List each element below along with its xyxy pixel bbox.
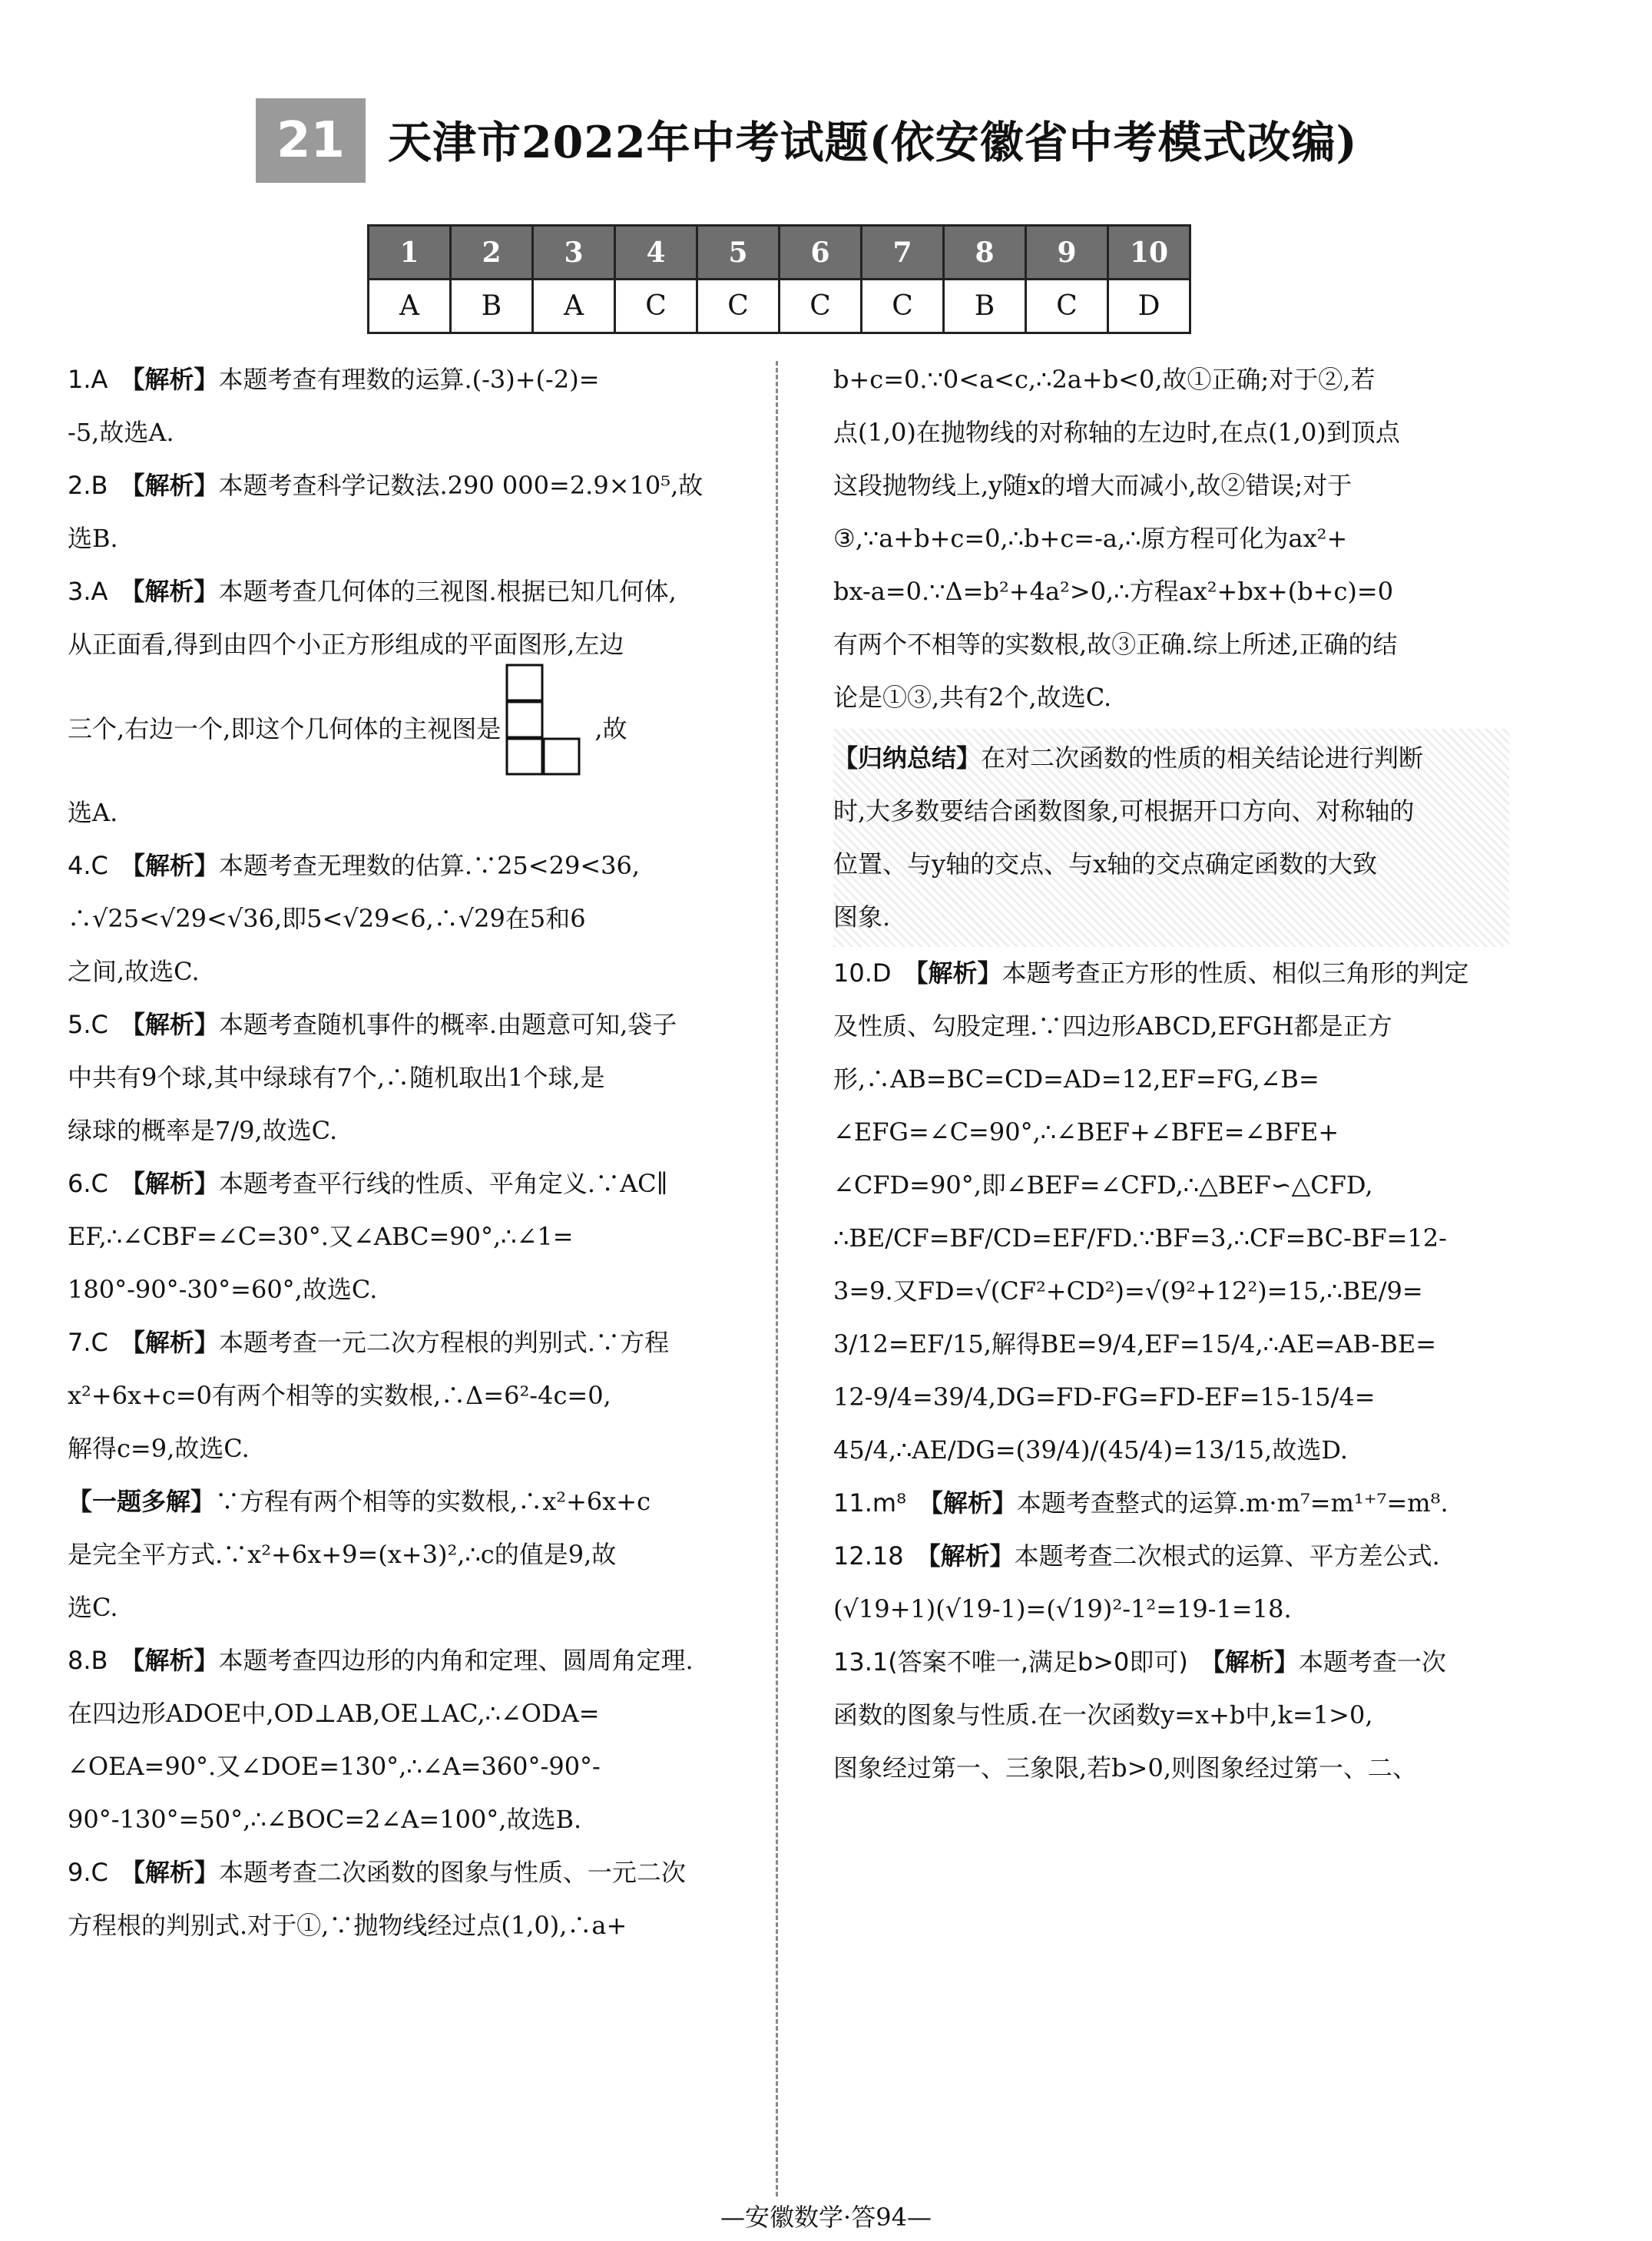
line-text: ∠EFG=∠C=90°,∴∠BEF+∠BFE=∠BFE+: [833, 1117, 1339, 1147]
item-number: 12.18: [833, 1541, 904, 1571]
analysis-tag: 【解析】: [120, 1858, 219, 1887]
line-text: 本题考查随机事件的概率.由题意可知,袋子: [218, 1010, 677, 1039]
line-text: 180°-90°-30°=60°,故选C.: [68, 1275, 378, 1304]
line-text: ∠CFD=90°,即∠BEF=∠CFD,∴△BEF∽△CFD,: [833, 1170, 1373, 1200]
text-line: [68, 1634, 759, 1687]
figure-line: [68, 671, 759, 786]
solution-item: [68, 1634, 759, 1846]
text-line: [68, 1104, 759, 1157]
item-number: 3.A: [68, 577, 108, 606]
text-line: [68, 1581, 759, 1634]
text-line: [833, 891, 1509, 944]
solution-item: [68, 839, 759, 998]
text-line: [68, 998, 759, 1051]
text-line: [833, 785, 1509, 838]
analysis-tag: 【解析】: [120, 1328, 219, 1357]
text-line: bx-a=0.∵Δ=b²+4a²>0,∴方程ax²+bx+(b+c)=0: [833, 577, 1394, 606]
text-line: 点(1,0)在抛物线的对称轴的左边时,在点(1,0)到顶点: [833, 418, 1400, 447]
text-line: [833, 1000, 1509, 1053]
right-column: [833, 353, 1509, 1795]
analysis-tag: 【解析】: [120, 1646, 219, 1675]
line-text: 方程根的判别式.对于①,∵抛物线经过点(1,0),∴a+: [68, 1911, 627, 1940]
analysis-tag: 【解析】: [120, 1010, 219, 1039]
line-text: 三个,右边一个,即这个几何体的主视图是: [68, 713, 502, 743]
text-line: [68, 1475, 759, 1528]
text-line: [68, 1793, 759, 1846]
text-line: [833, 1318, 1509, 1371]
front-view-figure: [505, 664, 590, 794]
line-text: 选C.: [68, 1593, 118, 1622]
answer-table-answer: C: [1026, 280, 1108, 333]
text-line: [833, 1477, 1509, 1530]
answer-table-number: 6: [780, 226, 862, 280]
text-line: [68, 1157, 759, 1210]
text-line: [68, 1051, 759, 1104]
line-text: 45/4,∴AE/DG=(39/4)/(45/4)=13/15,故选D.: [833, 1435, 1349, 1465]
page-title: 天津市2022年中考试题(依安徽省中考模式改编): [388, 117, 1358, 168]
text-line: [833, 1371, 1509, 1424]
item-number: 4.C: [68, 851, 108, 880]
analysis-tag: 【解析】: [915, 1541, 1015, 1571]
line-text: 本题考查正方形的性质、相似三角形的判定: [1001, 958, 1469, 988]
line-text: 90°-130°=50°,∴∠BOC=2∠A=100°,故选B.: [68, 1805, 582, 1834]
analysis-tag: 【解析】: [918, 1488, 1017, 1518]
text-line: [68, 1846, 759, 1899]
text-line: ③,∵a+b+c=0,∴b+c=-a,∴原方程可化为ax²+: [833, 524, 1348, 553]
line-text: x²+6x+c=0有两个相等的实数根,∴Δ=6²-4c=0,: [68, 1381, 611, 1410]
text-line: [833, 1265, 1509, 1318]
solution-item: [833, 1477, 1509, 1530]
line-text: 本题考查几何体的三视图.根据已知几何体,: [218, 577, 677, 606]
summary-tag: 【归纳总结】: [833, 743, 982, 773]
solution-item: [833, 1530, 1509, 1636]
answer-table-answer: C: [615, 280, 697, 333]
line-text: 中共有9个球,其中绿球有7个,∴随机取出1个球,是: [68, 1063, 605, 1092]
left-column: [68, 353, 759, 1952]
multi-solution-box: [68, 1475, 759, 1634]
text-line: [68, 565, 759, 618]
text-line: [833, 1053, 1509, 1106]
text-line: [68, 1316, 759, 1369]
item-number: 11.m⁸: [833, 1488, 906, 1518]
line-text: EF,∴∠CBF=∠C=30°.又∠ABC=90°,∴∠1=: [68, 1222, 574, 1251]
text-line: [833, 1689, 1509, 1742]
answer-table-number: 8: [944, 226, 1026, 280]
text-line: [68, 512, 759, 565]
text-line: [833, 1583, 1509, 1636]
answer-table-number: 2: [451, 226, 533, 280]
line-text: ∴BE/CF=BF/CD=EF/FD.∵BF=3,∴CF=BC-BF=12-: [833, 1223, 1447, 1253]
analysis-tag: 【解析】: [120, 365, 219, 394]
line-text: -5,故选A.: [68, 418, 174, 447]
text-line: [68, 1740, 759, 1793]
text-line: [68, 406, 759, 459]
line-text: 3=9.又FD=√(CF²+CD²)=√(9²+12²)=15,∴BE/9=: [833, 1276, 1423, 1306]
analysis-tag: 【解析】: [120, 577, 219, 606]
text-line: [68, 892, 759, 945]
multi-solution-tag: 【一题多解】: [68, 1487, 216, 1516]
line-text: 本题考查整式的运算.m·m⁷=m¹⁺⁷=m⁸.: [1016, 1488, 1448, 1518]
line-text: 在对二次函数的性质的相关结论进行判断: [981, 743, 1424, 773]
answer-table-answer: A: [369, 280, 451, 333]
chapter-badge: 21: [256, 98, 366, 183]
line-text: 本题考查平行线的性质、平角定义.∵AC∥: [218, 1169, 668, 1198]
line-text: 解得c=9,故选C.: [68, 1434, 250, 1463]
item-number: 13.1(答案不唯一,满足b>0即可): [833, 1647, 1188, 1677]
answer-table-answer: A: [533, 280, 615, 333]
solution-item: [833, 1636, 1509, 1795]
analysis-tag: 【解析】: [1200, 1647, 1299, 1677]
text-line: [68, 1369, 759, 1422]
line-text: 之间,故选C.: [68, 957, 200, 986]
answer-table-number: 10: [1108, 226, 1190, 280]
item-number: 9.C: [68, 1858, 108, 1887]
line-text: 图象.: [833, 902, 891, 932]
answer-table-answer: C: [697, 280, 780, 333]
front-view-icon: [505, 664, 590, 776]
line-text: 本题考查一元二次方程根的判别式.∵方程: [218, 1328, 670, 1357]
answer-table: [367, 224, 1191, 334]
text-line: [833, 1636, 1509, 1689]
text-line: [68, 1263, 759, 1316]
answer-table-answer: C: [862, 280, 944, 333]
line-text: 本题考查四边形的内角和定理、圆周角定理.: [218, 1646, 694, 1675]
answer-table-number: 7: [862, 226, 944, 280]
text-line: [68, 1528, 759, 1581]
line-text: 本题考查二次根式的运算、平方差公式.: [1014, 1541, 1440, 1571]
line-text: ∠OEA=90°.又∠DOE=130°,∴∠A=360°-90°-: [68, 1752, 601, 1781]
solution-item: [68, 353, 759, 459]
text-line: [68, 353, 759, 406]
text-line: [68, 618, 759, 671]
item-number: 6.C: [68, 1169, 108, 1198]
text-line: [833, 732, 1509, 785]
text-line: 有两个不相等的实数根,故③正确.综上所述,正确的结: [833, 630, 1398, 659]
text-line: [68, 945, 759, 998]
line-text: 绿球的概率是7/9,故选C.: [68, 1116, 338, 1145]
text-line: 选A.: [68, 798, 118, 827]
text-line: 论是①③,共有2个,故选C.: [833, 683, 1112, 712]
line-text: 形,∴AB=BC=CD=AD=12,EF=FG,∠B=: [833, 1064, 1319, 1094]
line-text: 位置、与y轴的交点、与x轴的交点确定函数的大致: [833, 849, 1378, 879]
line-text: ,故: [594, 713, 627, 743]
solution-item: [68, 998, 759, 1157]
analysis-tag: 【解析】: [120, 471, 219, 500]
line-text: 本题考查科学记数法.290 000=2.9×10⁵,故: [218, 471, 704, 500]
solution-item: [68, 565, 759, 671]
line-text: 12-9/4=39/4,DG=FD-FG=FD-EF=15-15/4=: [833, 1382, 1376, 1412]
answer-table-answer: C: [780, 280, 862, 333]
text-line: [833, 1530, 1509, 1583]
text-line: [833, 1742, 1509, 1795]
line-text: ∵方程有两个相等的实数根,∴x²+6x+c: [215, 1487, 651, 1516]
text-line: [833, 1106, 1509, 1159]
solution-item: [68, 1846, 759, 1952]
line-text: (√19+1)(√19-1)=(√19)²-1²=19-1=18.: [833, 1594, 1292, 1624]
text-line: [68, 1899, 759, 1952]
line-text: 本题考查无理数的估算.∵25<29<36,: [218, 851, 641, 880]
page-footer: —安徽数学·答94—: [720, 2203, 932, 2232]
text-line: [68, 839, 759, 892]
solution-item: [833, 947, 1509, 1477]
item-number: 8.B: [68, 1646, 108, 1675]
answer-table-number: 9: [1026, 226, 1108, 280]
item-number: 10.D: [833, 958, 892, 988]
analysis-tag: 【解析】: [120, 851, 219, 880]
text-line: [833, 1159, 1509, 1212]
line-text: 本题考查一次: [1298, 1647, 1446, 1677]
line-text: 及性质、勾股定理.∵四边形ABCD,EFGH都是正方: [833, 1011, 1392, 1041]
text-line: [68, 459, 759, 512]
column-divider: [776, 361, 778, 2196]
line-text: 在四边形ADOE中,OD⊥AB,OE⊥AC,∴∠ODA=: [68, 1699, 600, 1728]
item-number: 5.C: [68, 1010, 108, 1039]
solution-item: [68, 1157, 759, 1316]
line-text: 3/12=EF/15,解得BE=9/4,EF=15/4,∴AE=AB-BE=: [833, 1329, 1437, 1359]
text-line: b+c=0.∵0<a<c,∴2a+b<0,故①正确;对于②,若: [833, 365, 1376, 394]
answer-table-answer: B: [944, 280, 1026, 333]
text-line: [68, 1687, 759, 1740]
text-line: [833, 1212, 1509, 1265]
answer-table-number: 1: [369, 226, 451, 280]
answer-table-answer: B: [451, 280, 533, 333]
line-text: 函数的图象与性质.在一次函数y=x+b中,k=1>0,: [833, 1700, 1373, 1730]
line-text: 本题考查二次函数的图象与性质、一元二次: [218, 1858, 686, 1887]
answer-table-number: 3: [533, 226, 615, 280]
text-line: [68, 1422, 759, 1475]
analysis-tag: 【解析】: [120, 1169, 219, 1198]
text-line: [833, 947, 1509, 1000]
answer-table-number: 5: [697, 226, 780, 280]
line-text: 是完全平方式.∵x²+6x+9=(x+3)²,∴c的值是9,故: [68, 1540, 617, 1569]
text-line: 这段抛物线上,y随x的增大而减小,故②错误;对于: [833, 471, 1352, 500]
solution-item: [68, 1316, 759, 1475]
analysis-tag: 【解析】: [903, 958, 1002, 988]
item-number: 1.A: [68, 365, 108, 394]
line-text: 从正面看,得到由四个小正方形组成的平面图形,左边: [68, 630, 624, 659]
line-text: 选B.: [68, 524, 118, 553]
line-text: 图象经过第一、三象限,若b>0,则图象经过第一、二、: [833, 1753, 1418, 1783]
text-line: [68, 1210, 759, 1263]
text-line: [833, 838, 1509, 891]
answer-table-number: 4: [615, 226, 697, 280]
line-text: ∴√25<√29<√36,即5<√29<6,∴√29在5和6: [68, 904, 586, 933]
line-text: 时,大多数要结合函数图象,可根据开口方向、对称轴的: [833, 796, 1415, 826]
summary-box: [833, 729, 1509, 947]
answer-table-answer: D: [1108, 280, 1190, 333]
item-number: 7.C: [68, 1328, 108, 1357]
item-number: 2.B: [68, 471, 108, 500]
line-text: 本题考查有理数的运算.(-3)+(-2)=: [218, 365, 600, 394]
solution-item: [68, 459, 759, 565]
text-line: [833, 1424, 1509, 1477]
